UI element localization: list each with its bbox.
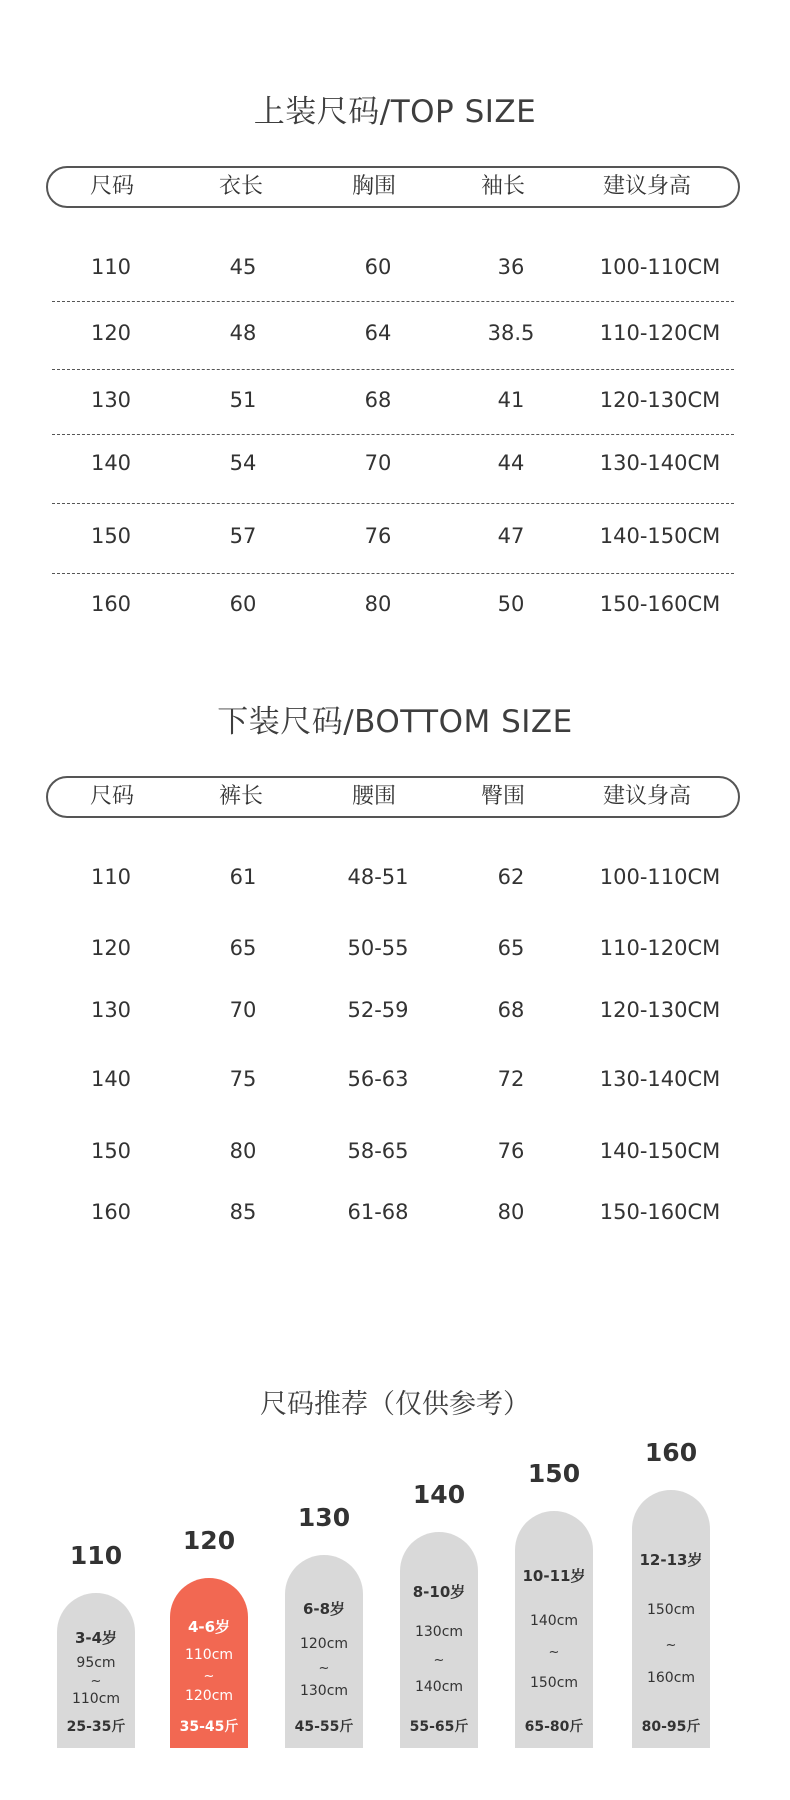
cell-sleeve: 68: [497, 998, 525, 1022]
cell-sleeve: 47: [497, 524, 525, 548]
cell-length: 85: [229, 1200, 257, 1224]
cell-size: 110: [90, 865, 132, 889]
cell-height: 140-150CM: [599, 1139, 721, 1163]
height-tilde: ~: [548, 1645, 560, 1660]
cell-chest: 50-55: [347, 936, 409, 960]
table-row: [0, 380, 790, 420]
dashed-divider: [52, 301, 734, 302]
cell-length: 48: [229, 321, 257, 345]
cell-chest: 56-63: [347, 1067, 409, 1091]
age-label: 4-6岁: [187, 1618, 231, 1636]
cell-height: 130-140CM: [599, 1067, 721, 1091]
table-row: [0, 443, 790, 483]
cell-height: 120-130CM: [599, 388, 721, 412]
header-size: 尺码: [89, 784, 135, 809]
height-to: 110cm: [71, 1691, 121, 1707]
cell-size: 150: [90, 524, 132, 548]
header-height: 建议身高: [602, 174, 692, 199]
cell-length: 80: [229, 1139, 257, 1163]
size-capsule: [285, 1555, 363, 1748]
dashed-divider: [52, 573, 734, 574]
cell-sleeve: 41: [497, 388, 525, 412]
dashed-divider: [52, 369, 734, 370]
header-sleeve: 袖长: [480, 174, 526, 199]
cell-chest: 68: [364, 388, 392, 412]
top-size-title: 上装尺码/TOP SIZE: [253, 94, 537, 130]
recommend-size-label: 130: [297, 1503, 351, 1532]
cell-size: 150: [90, 1139, 132, 1163]
cell-height: 130-140CM: [599, 451, 721, 475]
table-row: [0, 1192, 790, 1232]
cell-chest: 52-59: [347, 998, 409, 1022]
table-row: [0, 857, 790, 897]
header-chest: 胸围: [351, 174, 397, 199]
height-from: 95cm: [76, 1655, 116, 1671]
weight-label: 25-35斤: [66, 1719, 126, 1735]
dashed-divider: [52, 503, 734, 504]
recommend-size-label: 150: [527, 1459, 581, 1488]
size-capsule: [57, 1593, 135, 1748]
cell-chest: 48-51: [347, 865, 409, 889]
height-to: 150cm: [529, 1675, 579, 1691]
cell-height: 110-120CM: [599, 936, 721, 960]
cell-length: 54: [229, 451, 257, 475]
recommend-size-label: 110: [69, 1541, 123, 1570]
cell-chest: 80: [364, 592, 392, 616]
bottom-size-header: [46, 776, 740, 818]
table-row: [0, 990, 790, 1030]
cell-length: 51: [229, 388, 257, 412]
cell-chest: 58-65: [347, 1139, 409, 1163]
height-tilde: ~: [203, 1669, 215, 1684]
age-label: 6-8岁: [302, 1600, 346, 1618]
height-from: 130cm: [414, 1624, 464, 1640]
age-label: 8-10岁: [412, 1583, 466, 1601]
cell-length: 70: [229, 998, 257, 1022]
cell-chest: 60: [364, 255, 392, 279]
height-to: 160cm: [646, 1670, 696, 1686]
weight-label: 55-65斤: [409, 1719, 469, 1735]
weight-label: 80-95斤: [641, 1719, 701, 1735]
recommend-size-label: 160: [644, 1438, 698, 1467]
height-tilde: ~: [90, 1674, 102, 1689]
age-label: 12-13岁: [639, 1551, 703, 1569]
cell-length: 57: [229, 524, 257, 548]
recommend-size-label: 120: [182, 1526, 236, 1555]
cell-sleeve: 76: [497, 1139, 525, 1163]
cell-size: 160: [90, 1200, 132, 1224]
cell-size: 140: [90, 1067, 132, 1091]
cell-chest: 70: [364, 451, 392, 475]
table-row: [0, 1059, 790, 1099]
size-capsule: [515, 1511, 593, 1748]
cell-sleeve: 80: [497, 1200, 525, 1224]
cell-length: 60: [229, 592, 257, 616]
age-label: 10-11岁: [522, 1567, 586, 1585]
cell-height: 100-110CM: [599, 255, 721, 279]
cell-height: 150-160CM: [599, 592, 721, 616]
height-tilde: ~: [318, 1661, 330, 1676]
table-row: [0, 516, 790, 556]
weight-label: 35-45斤: [179, 1719, 239, 1735]
cell-height: 150-160CM: [599, 1200, 721, 1224]
bottom-size-title: 下装尺码/BOTTOM SIZE: [217, 704, 573, 740]
height-to: 140cm: [414, 1679, 464, 1695]
cell-size: 130: [90, 998, 132, 1022]
cell-chest: 61-68: [347, 1200, 409, 1224]
header-waist: 腰围: [351, 784, 397, 809]
height-from: 150cm: [646, 1602, 696, 1618]
recommend-size-label: 140: [412, 1480, 466, 1509]
size-recommend-title: 尺码推荐（仅供参考）: [260, 1389, 530, 1420]
table-row: [0, 313, 790, 353]
cell-length: 45: [229, 255, 257, 279]
cell-sleeve: 62: [497, 865, 525, 889]
cell-sleeve: 36: [497, 255, 525, 279]
cell-sleeve: 44: [497, 451, 525, 475]
cell-size: 110: [90, 255, 132, 279]
height-tilde: ~: [665, 1638, 677, 1653]
cell-size: 140: [90, 451, 132, 475]
cell-height: 120-130CM: [599, 998, 721, 1022]
age-label: 3-4岁: [74, 1629, 118, 1647]
table-row: [0, 1131, 790, 1171]
top-size-header: [46, 166, 740, 208]
cell-sleeve: 72: [497, 1067, 525, 1091]
height-from: 120cm: [299, 1636, 349, 1652]
cell-size: 130: [90, 388, 132, 412]
height-from: 140cm: [529, 1613, 579, 1629]
weight-label: 45-55斤: [294, 1719, 354, 1735]
table-row: [0, 584, 790, 624]
cell-sleeve: 65: [497, 936, 525, 960]
header-size: 尺码: [89, 174, 135, 199]
cell-sleeve: 38.5: [487, 321, 535, 345]
weight-label: 65-80斤: [524, 1719, 584, 1735]
size-capsule: [170, 1578, 248, 1748]
height-from: 110cm: [184, 1647, 234, 1663]
cell-height: 100-110CM: [599, 865, 721, 889]
cell-height: 110-120CM: [599, 321, 721, 345]
cell-sleeve: 50: [497, 592, 525, 616]
size-capsule: [400, 1532, 478, 1748]
height-to: 130cm: [299, 1683, 349, 1699]
header-height: 建议身高: [602, 784, 692, 809]
cell-length: 75: [229, 1067, 257, 1091]
cell-chest: 64: [364, 321, 392, 345]
height-to: 120cm: [184, 1688, 234, 1704]
cell-size: 120: [90, 936, 132, 960]
cell-length: 65: [229, 936, 257, 960]
size-capsule: [632, 1490, 710, 1748]
cell-size: 160: [90, 592, 132, 616]
table-row: [0, 928, 790, 968]
table-row: [0, 247, 790, 287]
dashed-divider: [52, 434, 734, 435]
cell-chest: 76: [364, 524, 392, 548]
cell-height: 140-150CM: [599, 524, 721, 548]
header-pants-length: 裤长: [218, 784, 264, 809]
header-length: 衣长: [218, 174, 264, 199]
cell-length: 61: [229, 865, 257, 889]
cell-size: 120: [90, 321, 132, 345]
header-hip: 臀围: [480, 784, 526, 809]
height-tilde: ~: [433, 1653, 445, 1668]
